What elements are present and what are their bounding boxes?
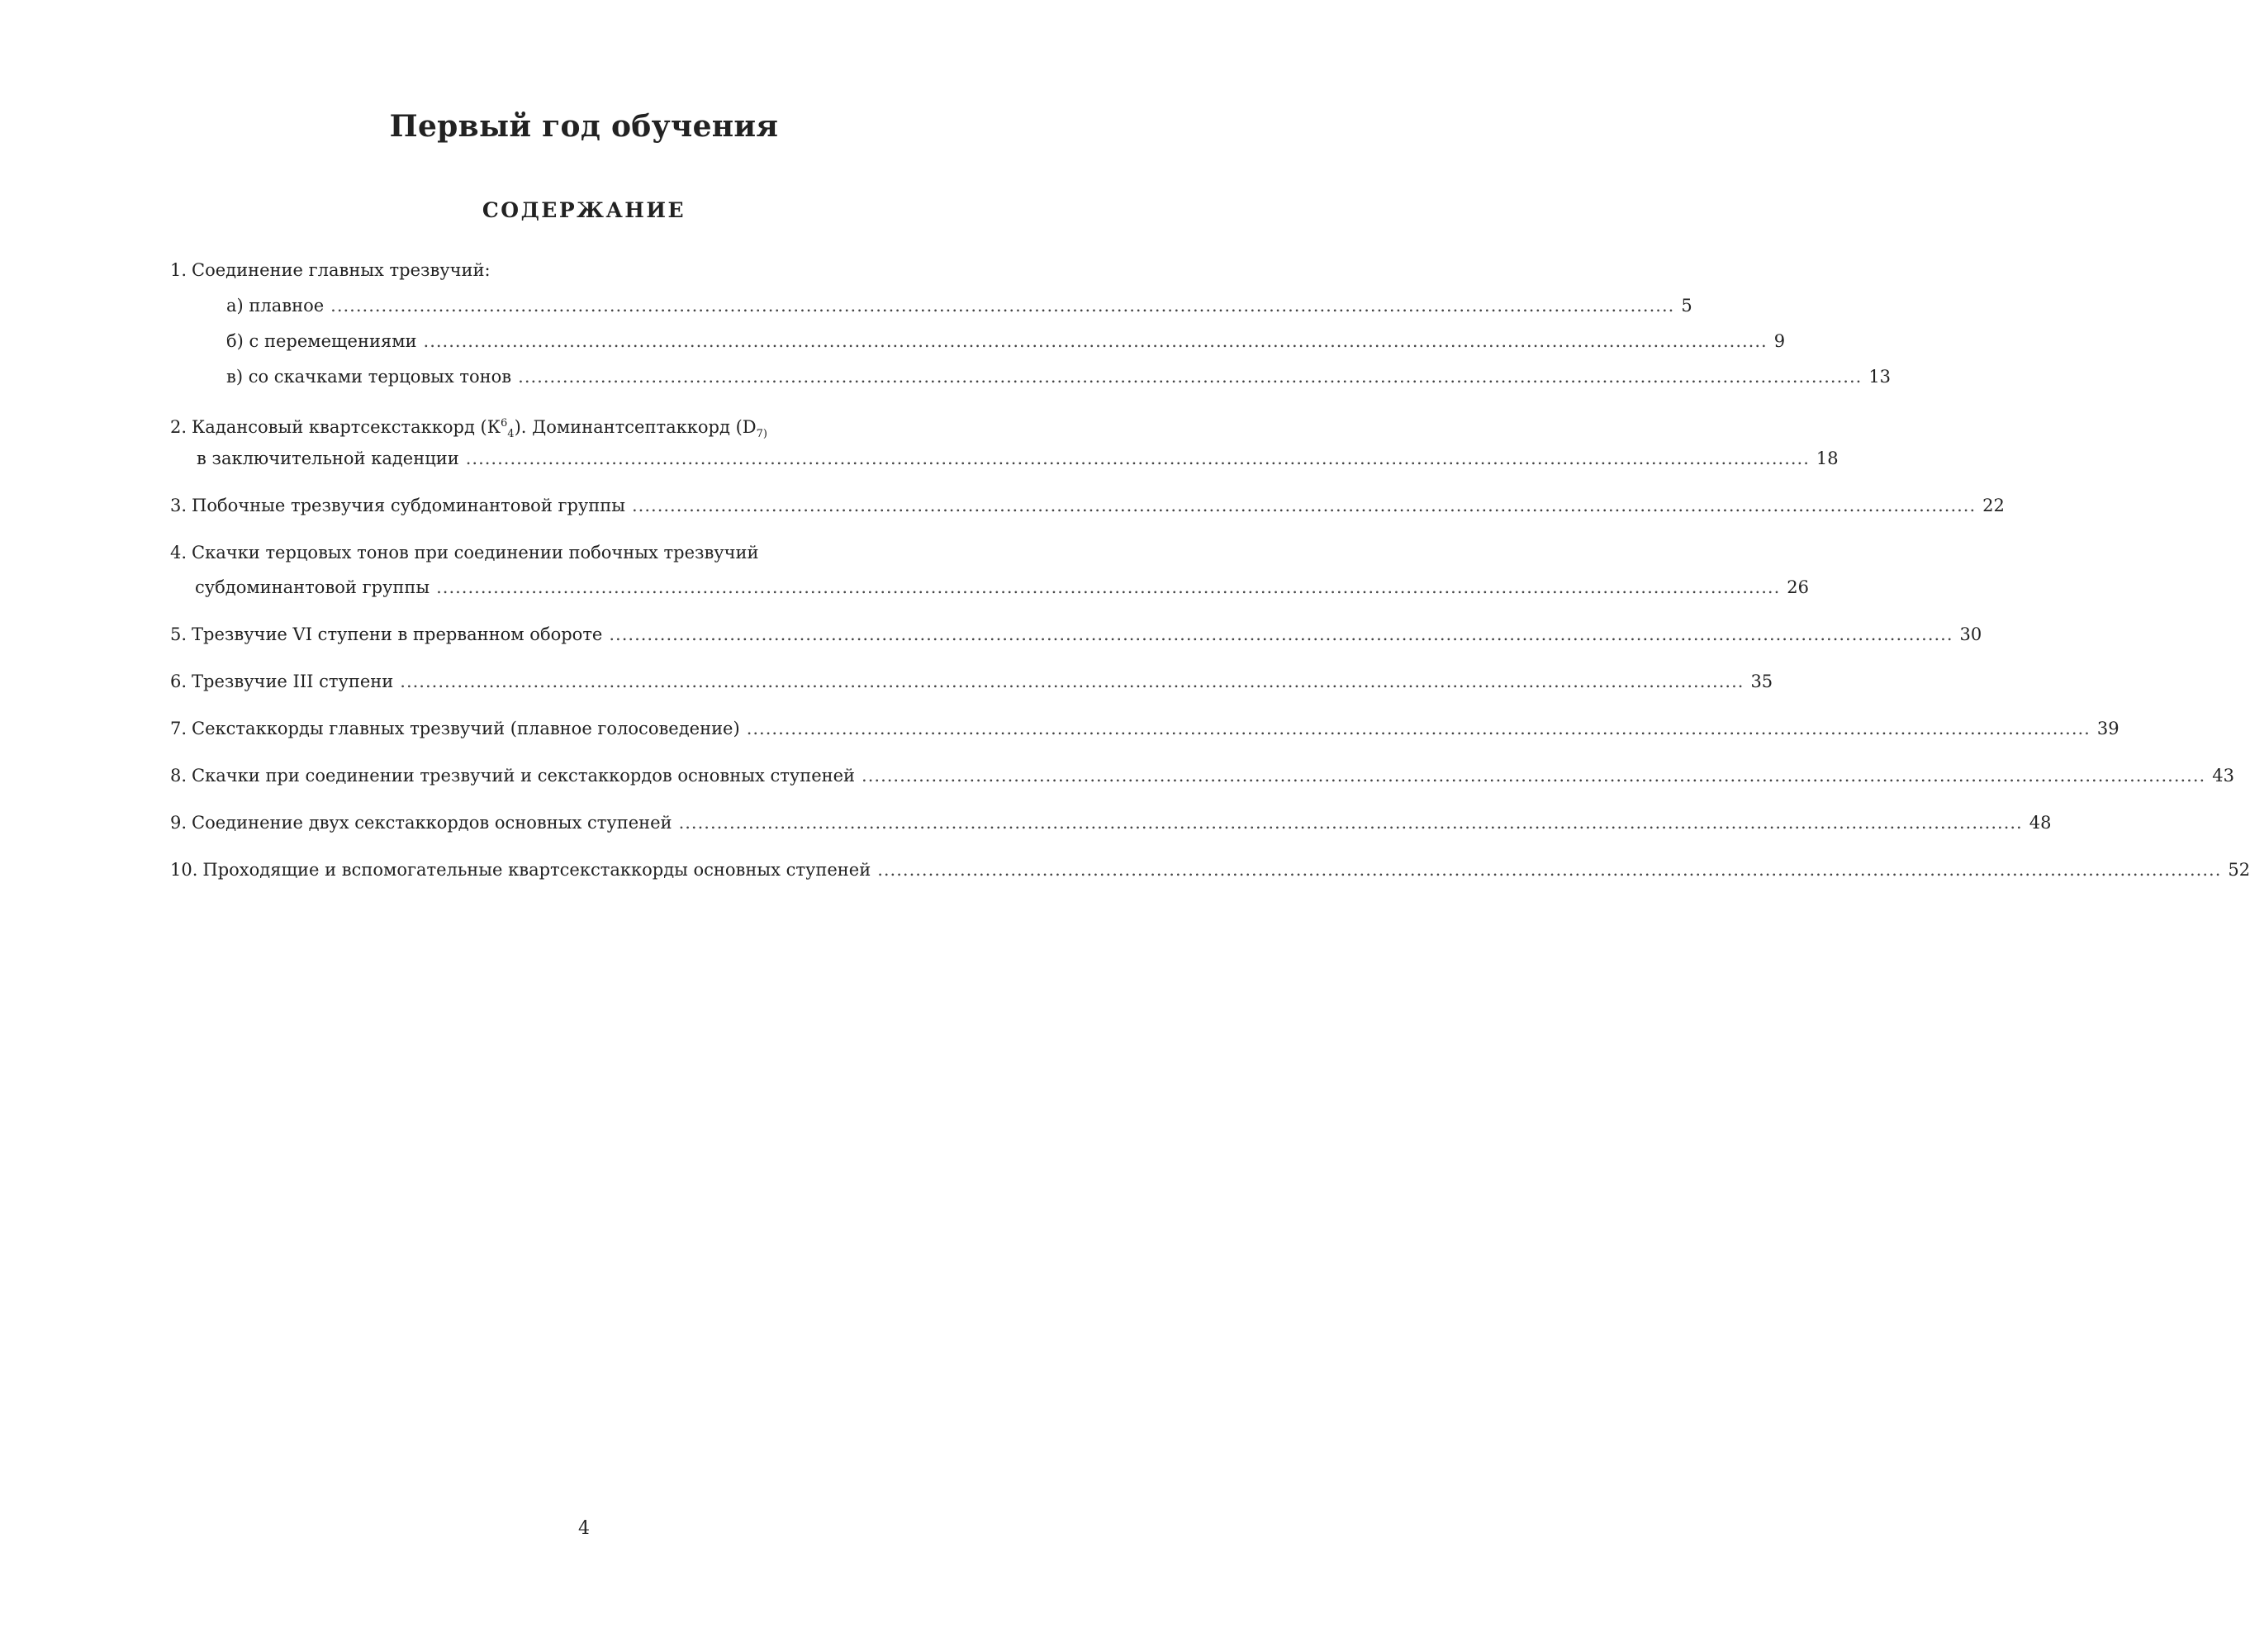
toc-item-number: 8.	[170, 766, 188, 786]
toc-leader-dots: ....................................................................................................................................................................................................................	[678, 813, 2023, 833]
toc-item-number: 2.	[170, 417, 188, 437]
subscript: 4	[507, 428, 515, 440]
toc-item-1b	[226, 329, 1786, 354]
superscript: 6	[501, 417, 508, 430]
toc-item-number: 3.	[170, 496, 188, 515]
toc-item-text: а) плавное	[226, 296, 325, 316]
toc-item-2	[170, 415, 1026, 439]
toc-item-text: Скачки при соединении трезвучий и секстаккордов основных ступеней	[192, 766, 856, 786]
toc-item-8	[170, 763, 2234, 788]
toc-item-number: 6.	[170, 672, 188, 691]
toc-page-number: 30	[1959, 624, 1982, 644]
toc-item-6	[170, 669, 1773, 694]
toc-leader-dots: ....................................................................................................................................................................................................................	[465, 449, 1810, 468]
toc-leader-dots: ....................................................................................................................................................................................................................	[400, 672, 1744, 691]
toc-page-number: 22	[1982, 496, 2005, 515]
toc-item-text: Кадансовый квартсекстаккорд (К	[192, 417, 501, 437]
toc-page-number: 39	[2096, 719, 2119, 738]
toc-page-number: 48	[2029, 813, 2052, 833]
toc-heading: СОДЕРЖАНИЕ	[482, 198, 686, 222]
toc-item-5	[170, 622, 1982, 647]
toc-page-number: 5	[1681, 296, 1692, 316]
toc-item-7	[170, 716, 2119, 741]
toc-item-text: Соединение двух секстаккордов основных ступеней	[192, 813, 672, 833]
toc-page-number: 26	[1787, 577, 1809, 597]
toc-page-number: 35	[1750, 672, 1773, 691]
toc-page-number: 13	[1868, 367, 1892, 387]
toc-item-4-cont	[195, 575, 1809, 600]
toc-item-text: в) со скачками терцовых тонов	[226, 367, 512, 387]
toc-item-1c	[226, 364, 1892, 389]
toc-item-4	[170, 540, 1026, 565]
toc-item-1	[170, 258, 1026, 282]
toc-leader-dots: ....................................................................................................................................................................................................................	[862, 766, 2206, 786]
toc-leader-dots: ....................................................................................................................................................................................................................	[877, 860, 2222, 880]
toc-item-text: Побочные трезвучия субдоминантовой группы	[192, 496, 625, 515]
toc-item-10	[170, 857, 2250, 882]
toc-page-number: 18	[1816, 449, 1839, 468]
toc-leader-dots: ....................................................................................................................................................................................................................	[423, 331, 1768, 351]
toc-item-text: Проходящие и вспомогательные квартсекстаккорды основных ступеней	[202, 860, 871, 880]
toc-leader-dots: ....................................................................................................................................................................................................................	[518, 367, 1863, 387]
toc-leader-dots: ....................................................................................................................................................................................................................	[436, 577, 1781, 597]
toc-leader-dots: ....................................................................................................................................................................................................................	[609, 624, 1953, 644]
subscript: 7)	[756, 428, 767, 440]
toc-item-text: б) с перемещениями	[226, 331, 417, 351]
toc-item-number: 9.	[170, 813, 188, 833]
toc-item-number: 7.	[170, 719, 188, 738]
toc-item-number: 1.	[170, 260, 188, 280]
toc-item-text: Скачки терцовых тонов при соединении побочных трезвучий	[192, 543, 759, 563]
page-title: Первый год обучения	[389, 109, 779, 144]
toc-item-3	[170, 493, 2005, 518]
toc-item-9	[170, 810, 2052, 835]
toc-leader-dots: ....................................................................................................................................................................................................................	[746, 719, 2091, 738]
toc-item-text: Соединение главных трезвучий:	[192, 260, 491, 280]
toc-item-text: Трезвучие III ступени	[192, 672, 394, 691]
toc-item-text: в заключительной каденции	[197, 449, 459, 468]
toc-page-number: 9	[1773, 331, 1786, 351]
toc-page-number: 52	[2228, 860, 2250, 880]
toc-item-number: 10.	[170, 860, 198, 880]
page-number: 4	[578, 1518, 590, 1539]
toc-item-text: Секстаккорды главных трезвучий (плавное голосоведение)	[192, 719, 740, 738]
toc-item-text: ). Доминантсептаккорд (D	[514, 417, 757, 437]
toc-item-text: Трезвучие VI ступени в прерванном обороте	[192, 624, 603, 644]
toc-page-number: 43	[2212, 766, 2234, 786]
toc-item-1a	[226, 293, 1692, 318]
toc-item-text: субдоминантовой группы	[195, 577, 430, 597]
toc-item-2-cont	[197, 446, 1839, 471]
toc-item-number: 4.	[170, 543, 188, 563]
toc-item-number: 5.	[170, 624, 188, 644]
toc-leader-dots: ....................................................................................................................................................................................................................	[330, 296, 1675, 316]
toc-leader-dots: ....................................................................................................................................................................................................................	[632, 496, 1977, 515]
